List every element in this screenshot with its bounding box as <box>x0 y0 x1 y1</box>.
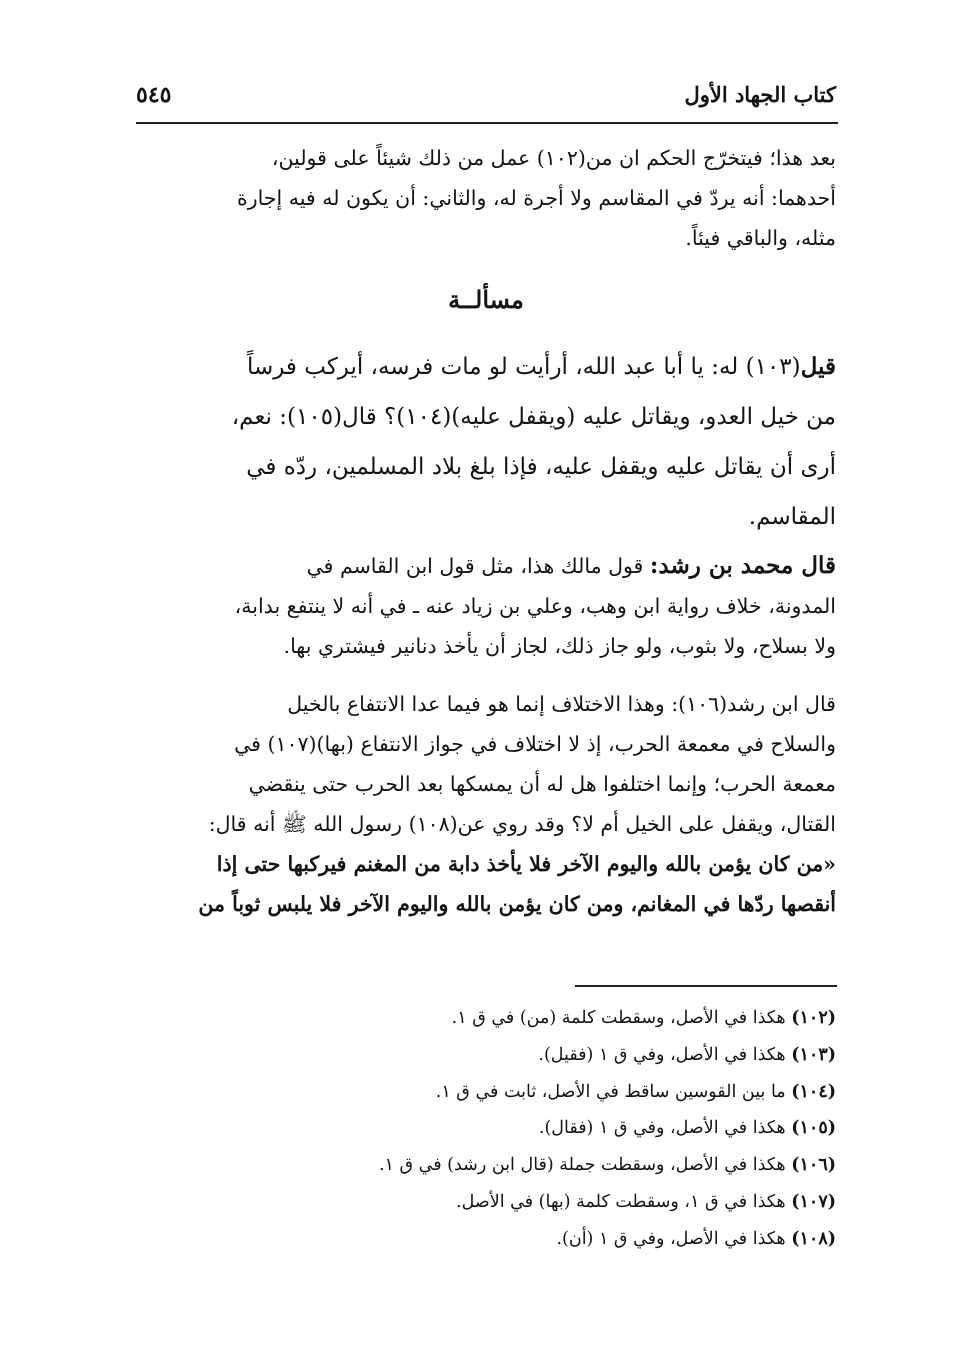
commentary-paragraph <box>136 546 836 666</box>
text-line: قال ابن رشد(١٠٦): وهذا الاختلاف إنما هو فيما عدا الانتفاع بالخيل <box>287 692 836 716</box>
footnote-text: ما بين القوسين ساقط في الأصل، ثابت في ق ١. <box>435 1081 786 1102</box>
discussion-paragraph <box>136 684 836 844</box>
running-title: كتاب الجهاد الأول <box>684 82 836 107</box>
footnote-number: (١٠٨) <box>791 1228 836 1249</box>
footnote-text: هكذا في الأصل، وفي ق ١ (فقال). <box>538 1118 786 1139</box>
footnote <box>136 1184 836 1221</box>
intro-paragraph <box>136 138 836 258</box>
commentary-rest: قول مالك هذا، مثل قول ابن القاسم في <box>306 554 650 578</box>
text-line: مثله، والباقي فيئاً. <box>685 226 836 250</box>
footnote-text: هكذا في الأصل، وسقطت كلمة (من) في ق ١. <box>451 1008 786 1028</box>
footnote <box>136 1037 836 1074</box>
hadith-quote <box>136 844 836 924</box>
commentary-lead: قال محمد بن رشد: <box>649 552 836 579</box>
footnote-number: (١٠٧) <box>791 1191 836 1212</box>
footnote <box>136 1074 836 1111</box>
question-paragraph <box>136 342 836 542</box>
footnote-number: (١٠٢) <box>791 1008 836 1028</box>
footnote-text: هكذا في الأصل، وسقطت جملة (قال ابن رشد) في ق ١. <box>378 1155 786 1176</box>
text-line: معمعة الحرب؛ وإنما اختلفوا هل له أن يمسكها بعد الحرب حتى ينقضي <box>248 772 836 796</box>
text-line <box>136 546 836 586</box>
page-number: ٥٤٥ <box>136 82 172 108</box>
footnote <box>136 1110 836 1147</box>
footnote-number: (١٠٣) <box>791 1044 836 1065</box>
text-line: «من كان يؤمن بالله واليوم الآخر فلا يأخذ دابة من المغنم فيركبها حتى إذا <box>216 852 836 876</box>
header-rule <box>136 122 838 124</box>
text-line: المقاسم. <box>748 504 836 530</box>
text-line: بعد هذا؛ فيتخرّج الحكم ان من(١٠٢) عمل من ذلك شيئاً على قولين، <box>271 146 836 170</box>
text-line: من خيل العدو، ويقاتل عليه (ويقفل عليه)(١٠٤)؟ قال(١٠٥): نعم، <box>231 404 836 430</box>
footnote-rule <box>575 985 837 987</box>
footnote-number: (١٠٦) <box>791 1155 836 1176</box>
text-line: أرى أن يقاتل عليه ويقفل عليه، فإذا بلغ بلاد المسلمين، ردّه في <box>246 454 836 480</box>
text-line <box>136 342 836 392</box>
footnote <box>136 1147 836 1184</box>
footnote-text: هكذا في الأصل، وفي ق ١ (فقيل). <box>538 1044 786 1065</box>
question-rest: (١٠٣) له: يا أبا عبد الله، أرأيت لو مات فرسه، أيركب فرساً <box>246 354 801 380</box>
text-line: ولا بسلاح، ولا بثوب، ولو جاز ذلك، لجاز أن يأخذ دنانير فيشتري بها. <box>283 634 836 658</box>
question-lead: قيل <box>800 353 836 380</box>
text-line: المدونة، خلاف رواية ابن وهب، وعلي بن زياد عنه ـ في أنه لا ينتفع بدابة، <box>234 594 836 618</box>
footnote-text: هكذا في الأصل، وفي ق ١ (أن). <box>556 1228 786 1249</box>
footnote-number: (١٠٤) <box>791 1081 836 1102</box>
page-header <box>136 82 836 116</box>
footnote <box>136 1000 836 1037</box>
footnote-text: هكذا في ق ١، وسقطت كلمة (بها) في الأصل. <box>456 1191 786 1212</box>
section-heading: مسألــة <box>448 285 524 314</box>
text-line: القتال، ويقفل على الخيل أم لا؟ وقد روي عن(١٠٨) رسول الله ﷺ أنه قال: <box>208 812 836 836</box>
footnote-number: (١٠٥) <box>791 1118 836 1139</box>
footnotes <box>136 1000 836 1258</box>
footnote <box>136 1221 836 1258</box>
text-line: أحدهما: أنه يردّ في المقاسم ولا أجرة له، والثاني: أن يكون له فيه إجارة <box>236 186 836 210</box>
text-line: أنقصها ردّها في المغانم، ومن كان يؤمن بالله واليوم الآخر فلا يلبس ثوباً من <box>198 892 836 916</box>
text-line: والسلاح في معمعة الحرب، إذ لا اختلاف في جواز الانتفاع (بها)(١٠٧) في <box>234 732 836 756</box>
